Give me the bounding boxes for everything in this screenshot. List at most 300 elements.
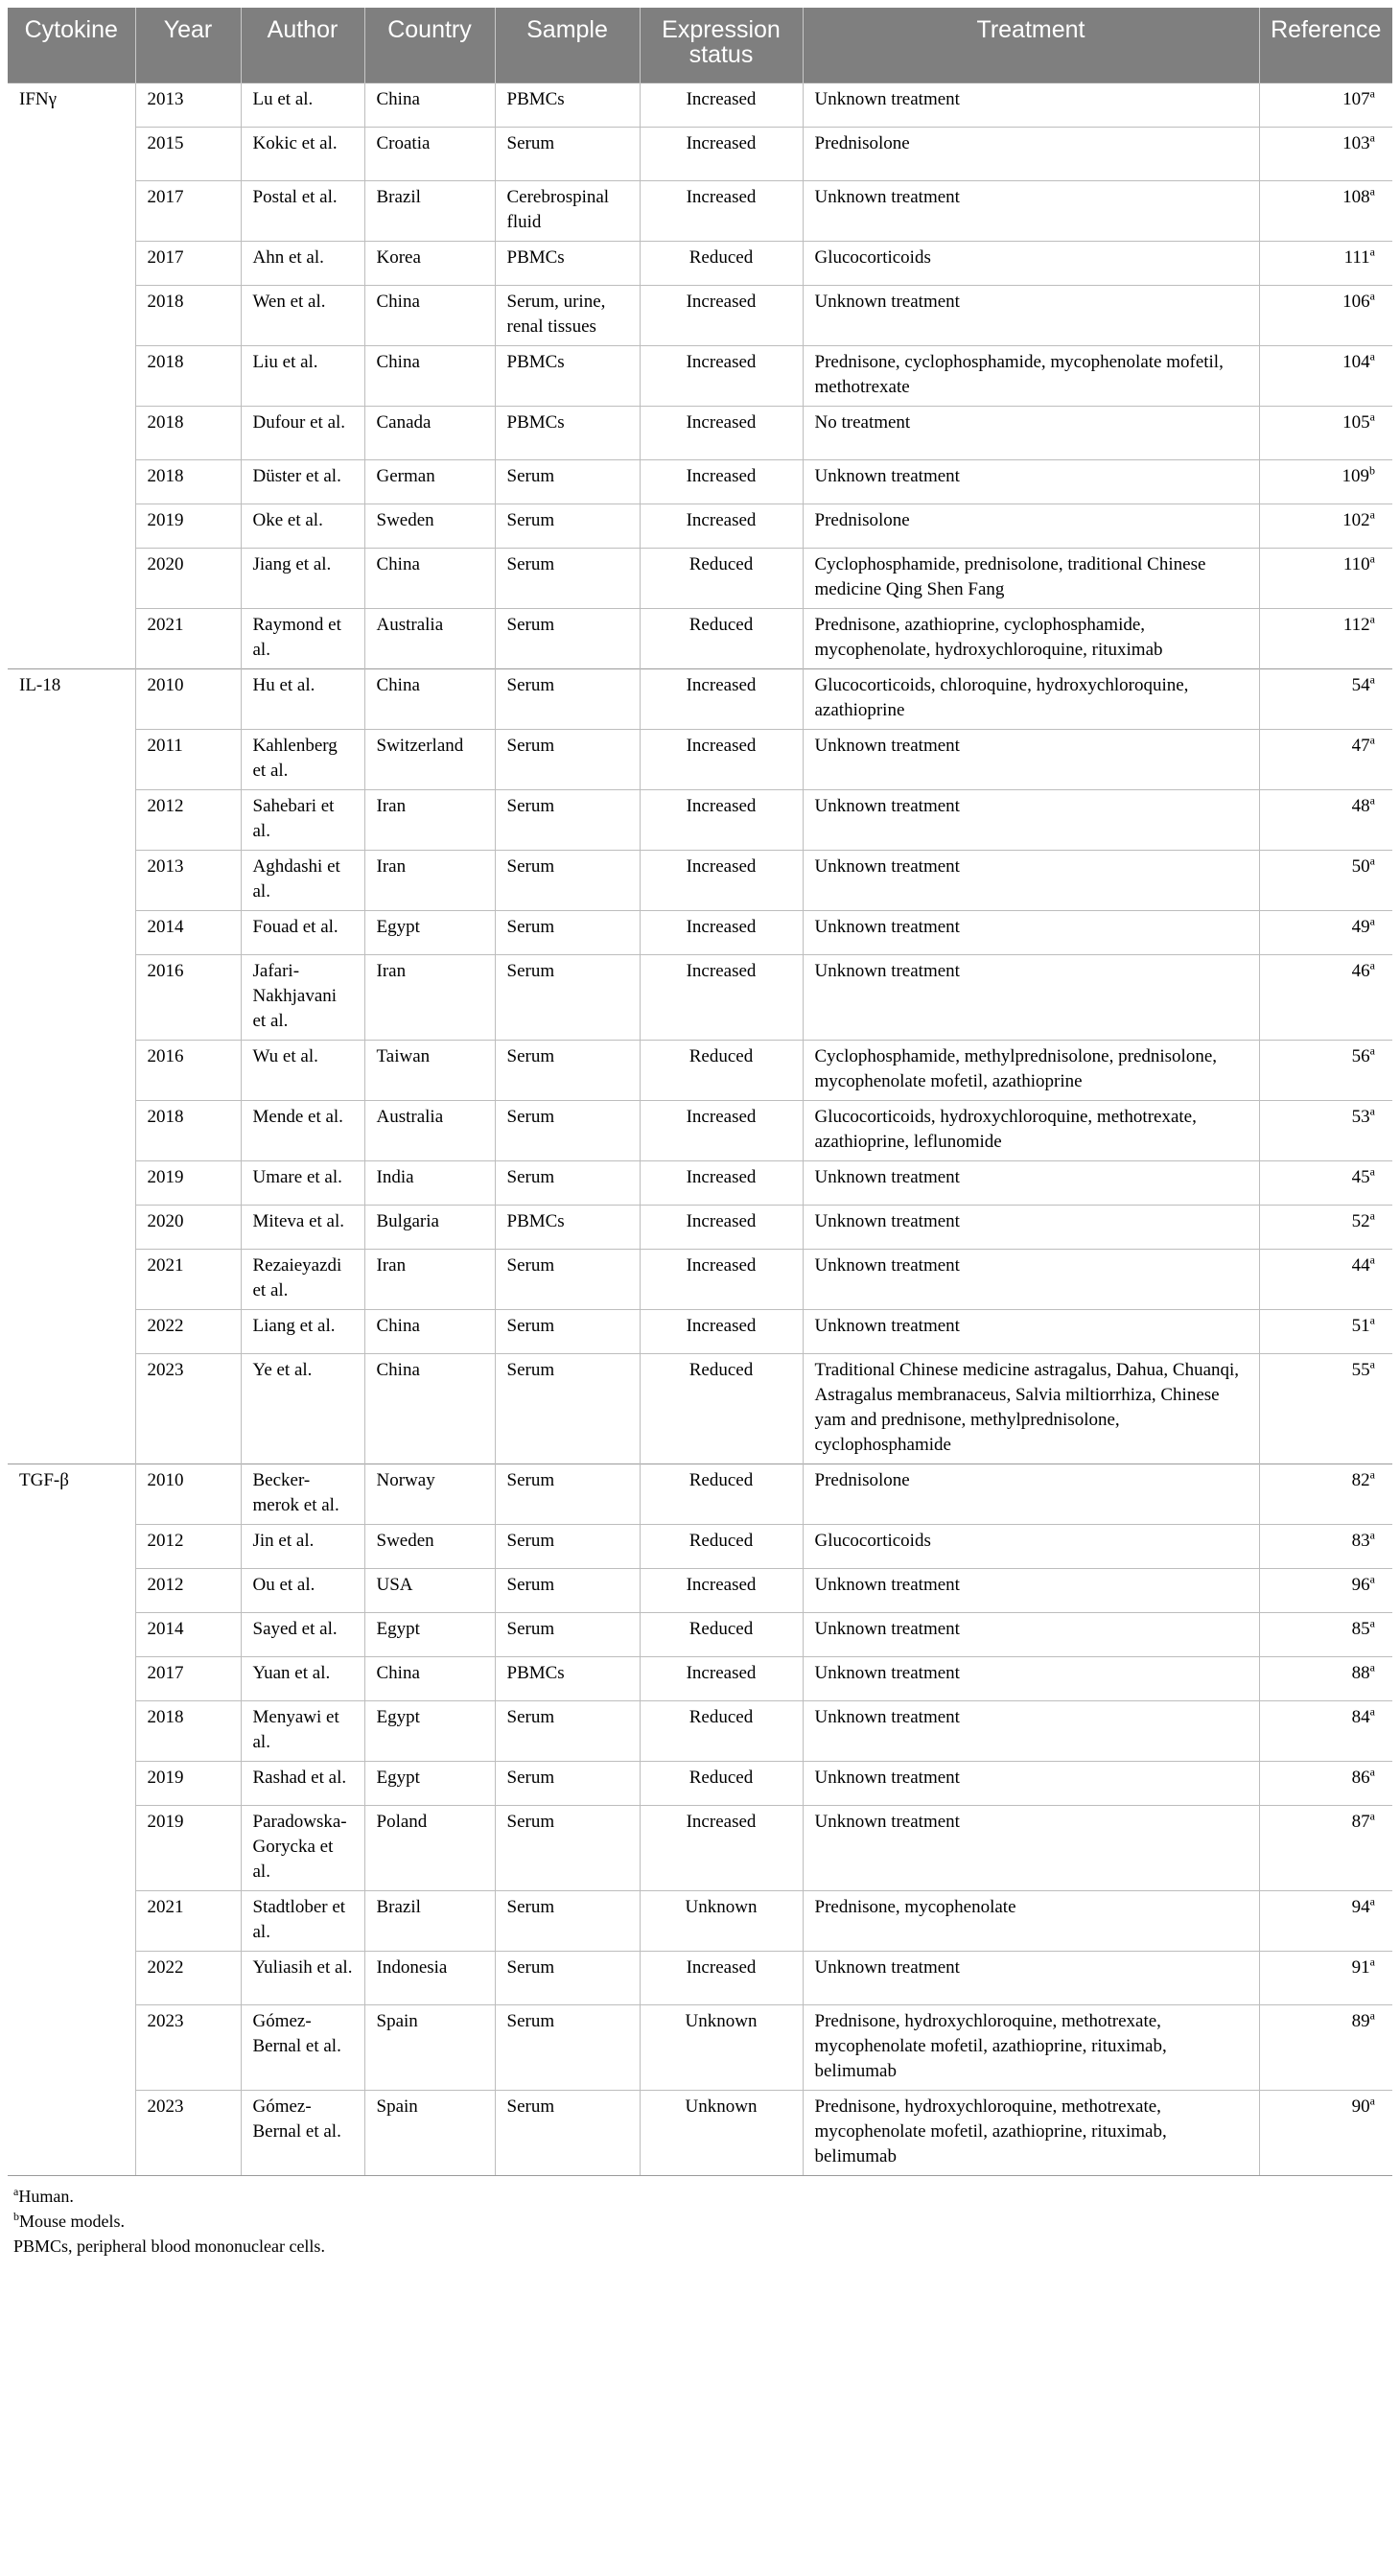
cell-author: Liang et al. [241,1309,364,1353]
cell-year: 2014 [135,1612,241,1656]
cell-reference [1259,608,1392,668]
reference-number: 90 [1351,2096,1370,2117]
cell-author: Liu et al. [241,345,364,406]
cell-cytokine [8,1805,135,1890]
cell-treatment: Glucocorticoids, hydroxychloroquine, methotrexate, azathioprine, leflunomide [803,1100,1259,1160]
cell-country: Iran [364,789,495,850]
cell-sample: Serum [495,1568,640,1612]
cell-expression-status: Reduced [640,1464,803,1524]
cell-expression-status: Reduced [640,241,803,285]
cell-author: Sayed et al. [241,1612,364,1656]
reference-footnote-mark: a [1369,2008,1375,2023]
reference-footnote-mark: a [1369,245,1375,259]
table-row [8,180,1392,241]
cell-country: China [364,1309,495,1353]
reference-number: 102 [1342,509,1370,530]
cell-sample: Serum [495,127,640,180]
reference-number: 89 [1351,2010,1370,2031]
cell-expression-status: Reduced [640,1524,803,1568]
cell-reference [1259,127,1392,180]
cell-reference [1259,1612,1392,1656]
cell-year: 2020 [135,548,241,608]
cell-year: 2018 [135,285,241,345]
cell-reference [1259,503,1392,548]
cell-expression-status: Increased [640,82,803,127]
reference-footnote-mark: a [1369,1208,1375,1223]
cell-reference [1259,1309,1392,1353]
cell-cytokine [8,406,135,459]
cell-sample: Serum [495,1464,640,1524]
cell-sample: Serum [495,459,640,503]
cell-expression-status: Increased [640,1568,803,1612]
reference-footnote-mark: a [1369,1253,1375,1267]
cell-cytokine: IL-18 [8,668,135,729]
cell-country: Egypt [364,910,495,954]
header-year: Year [135,8,241,82]
cell-treatment: Cyclophosphamide, prednisolone, traditional Chinese medicine Qing Shen Fang [803,548,1259,608]
cell-reference [1259,1353,1392,1464]
header-treatment: Treatment [803,8,1259,82]
cell-sample: Serum [495,910,640,954]
cell-cytokine [8,789,135,850]
cell-treatment: Unknown treatment [803,1612,1259,1656]
reference-footnote-mark: a [1369,672,1375,687]
reference-footnote-mark: a [1369,349,1375,363]
footnote [13,2209,1392,2234]
cell-reference [1259,241,1392,285]
cell-year: 2013 [135,850,241,910]
reference-number: 107 [1342,88,1370,109]
reference-number: 84 [1351,1706,1370,1727]
cell-year: 2012 [135,1568,241,1612]
cell-reference [1259,1890,1392,1951]
reference-number: 49 [1351,916,1370,937]
cell-country: Norway [364,1464,495,1524]
table-row [8,1309,1392,1353]
cell-treatment: Unknown treatment [803,1568,1259,1612]
table-row [8,1353,1392,1464]
cell-reference [1259,1700,1392,1761]
cell-sample: Serum [495,1700,640,1761]
cell-reference [1259,1656,1392,1700]
cell-country: Sweden [364,503,495,548]
cell-country: Sweden [364,1524,495,1568]
table-row [8,127,1392,180]
cell-sample: PBMCs [495,406,640,459]
cell-cytokine [8,459,135,503]
cell-reference [1259,1951,1392,2004]
cell-author: Oke et al. [241,503,364,548]
cell-year: 2023 [135,2004,241,2090]
cell-sample: Serum [495,1100,640,1160]
reference-number: 85 [1351,1618,1370,1639]
cell-reference [1259,1100,1392,1160]
reference-number: 103 [1342,132,1370,153]
reference-footnote-mark: a [1369,2094,1375,2108]
cell-reference [1259,285,1392,345]
cell-year: 2019 [135,1761,241,1805]
cell-country: China [364,285,495,345]
cell-cytokine [8,503,135,548]
cell-country: Australia [364,1100,495,1160]
cell-sample: Serum [495,1353,640,1464]
cell-country: China [364,1353,495,1464]
table-row [8,82,1392,127]
cell-author: Sahebari et al. [241,789,364,850]
cell-treatment: Unknown treatment [803,1160,1259,1205]
cytokine-table [8,8,1392,2176]
reference-footnote-mark: a [1369,793,1375,808]
cell-cytokine [8,2004,135,2090]
reference-footnote-mark: a [1369,733,1375,747]
reference-footnote-mark: a [1369,184,1375,199]
table-row [8,548,1392,608]
table-row [8,1890,1392,1951]
cell-author: Yuan et al. [241,1656,364,1700]
reference-footnote-mark: a [1369,130,1375,145]
reference-footnote-mark: a [1369,410,1375,424]
reference-number: 105 [1342,411,1370,433]
cell-treatment: Prednisone, hydroxychloroquine, methotrexate, mycophenolate mofetil, azathioprine, rituximab, belimumab [803,2004,1259,2090]
cell-sample: PBMCs [495,82,640,127]
cell-author: Kahlenberg et al. [241,729,364,789]
cell-treatment: Glucocorticoids, chloroquine, hydroxychloroquine, azathioprine [803,668,1259,729]
cell-sample: PBMCs [495,241,640,285]
cell-cytokine [8,1612,135,1656]
cell-country: Indonesia [364,1951,495,2004]
cell-sample: Serum [495,1612,640,1656]
reference-number: 104 [1342,351,1370,372]
cell-cytokine [8,2090,135,2175]
cell-treatment: Prednisone, mycophenolate [803,1890,1259,1951]
cell-treatment: No treatment [803,406,1259,459]
cell-expression-status: Increased [640,729,803,789]
cell-country: Iran [364,954,495,1040]
reference-footnote-mark: a [1369,854,1375,868]
cell-cytokine [8,1700,135,1761]
cell-sample: Serum [495,729,640,789]
cell-sample: Serum [495,2090,640,2175]
cell-author: Rashad et al. [241,1761,364,1805]
cell-sample: Serum [495,1951,640,2004]
header-country: Country [364,8,495,82]
cell-expression-status: Unknown [640,2004,803,2090]
cell-country: Taiwan [364,1040,495,1100]
cell-year: 2017 [135,1656,241,1700]
reference-number: 86 [1351,1767,1370,1788]
cell-country: China [364,82,495,127]
footnote-mark: b [13,2209,19,2223]
cell-author: Menyawi et al. [241,1700,364,1761]
reference-footnote-mark: a [1369,1894,1375,1909]
cell-year: 2017 [135,241,241,285]
cell-author: Jafari-Nakhjavani et al. [241,954,364,1040]
table-row [8,1160,1392,1205]
reference-footnote-mark: a [1369,1528,1375,1542]
cell-country: Korea [364,241,495,285]
cell-treatment: Prednisone, hydroxychloroquine, methotrexate, mycophenolate mofetil, azathioprine, rituximab, belimumab [803,2090,1259,2175]
cell-reference [1259,406,1392,459]
reference-footnote-mark: a [1369,1104,1375,1118]
cell-reference [1259,1568,1392,1612]
cell-expression-status: Increased [640,1160,803,1205]
cell-cytokine: TGF-β [8,1464,135,1524]
table-row [8,1205,1392,1249]
cell-country: China [364,1656,495,1700]
cell-expression-status: Increased [640,406,803,459]
cell-treatment: Unknown treatment [803,1951,1259,2004]
cell-expression-status: Increased [640,503,803,548]
cell-expression-status: Increased [640,668,803,729]
cell-cytokine [8,1353,135,1464]
header-expression-status: Expression status [640,8,803,82]
cell-reference [1259,910,1392,954]
cell-treatment: Traditional Chinese medicine astragalus, Dahua, Chuanqi, Astragalus membranaceus, Salvia miltiorrhiza, Chinese yam and prednisone, methylprednisolone, cyclophosphamide [803,1353,1259,1464]
cell-sample: Serum [495,1890,640,1951]
reference-footnote-mark: a [1369,289,1375,303]
cell-country: Poland [364,1805,495,1890]
reference-footnote-mark: a [1369,1043,1375,1058]
footnote [13,2234,1392,2259]
reference-footnote-mark: a [1369,507,1375,522]
cell-reference [1259,850,1392,910]
cell-country: Brazil [364,180,495,241]
cell-treatment: Unknown treatment [803,729,1259,789]
reference-number: 53 [1351,1106,1370,1127]
reference-number: 51 [1351,1315,1370,1336]
cell-author: Paradowska-Gorycka et al. [241,1805,364,1890]
table-row [8,789,1392,850]
table-row [8,1249,1392,1309]
document [8,8,1392,2259]
footnotes [8,2184,1392,2259]
footnote-text: Mouse models. [19,2211,125,2231]
cell-expression-status: Increased [640,1309,803,1353]
cell-treatment: Unknown treatment [803,180,1259,241]
cell-treatment: Unknown treatment [803,789,1259,850]
cell-year: 2018 [135,1100,241,1160]
cell-country: China [364,668,495,729]
cell-author: Umare et al. [241,1160,364,1205]
cell-sample: Serum [495,2004,640,2090]
cell-expression-status: Increased [640,789,803,850]
cell-author: Ye et al. [241,1353,364,1464]
cell-year: 2018 [135,459,241,503]
cell-reference [1259,1205,1392,1249]
cell-country: Bulgaria [364,1205,495,1249]
cell-cytokine [8,1656,135,1700]
cell-author: Ou et al. [241,1568,364,1612]
header-reference: Reference [1259,8,1392,82]
cell-author: Kokic et al. [241,127,364,180]
cell-sample: Serum [495,1249,640,1309]
cell-country: Egypt [364,1761,495,1805]
cell-treatment: Unknown treatment [803,459,1259,503]
cell-cytokine [8,345,135,406]
cell-year: 2022 [135,1951,241,2004]
cell-cytokine [8,1100,135,1160]
cell-year: 2015 [135,127,241,180]
cell-year: 2013 [135,82,241,127]
reference-number: 56 [1351,1045,1370,1066]
reference-number: 83 [1351,1530,1370,1551]
reference-number: 47 [1351,735,1370,756]
table-row [8,1656,1392,1700]
cell-cytokine [8,729,135,789]
cell-sample: PBMCs [495,1205,640,1249]
cell-treatment: Unknown treatment [803,1205,1259,1249]
cell-sample: Serum [495,608,640,668]
cell-cytokine [8,285,135,345]
cell-year: 2018 [135,406,241,459]
cell-author: Becker-merok et al. [241,1464,364,1524]
table-body [8,82,1392,2175]
footnote-text: PBMCs, peripheral blood mononuclear cells. [13,2236,325,2256]
reference-number: 45 [1351,1166,1370,1187]
table-row [8,608,1392,668]
cell-treatment: Unknown treatment [803,285,1259,345]
cell-expression-status: Increased [640,285,803,345]
reference-number: 88 [1351,1662,1370,1683]
cell-expression-status: Increased [640,954,803,1040]
cell-year: 2010 [135,668,241,729]
cell-author: Gómez-Bernal et al. [241,2090,364,2175]
cell-author: Wen et al. [241,285,364,345]
table-row [8,241,1392,285]
cell-cytokine [8,1040,135,1100]
cell-expression-status: Increased [640,1805,803,1890]
reference-footnote-mark: a [1369,1616,1375,1630]
cell-reference [1259,668,1392,729]
cell-cytokine [8,1568,135,1612]
cell-reference [1259,1040,1392,1100]
reference-number: 46 [1351,960,1370,981]
cell-year: 2023 [135,1353,241,1464]
cell-year: 2019 [135,1805,241,1890]
cell-treatment: Unknown treatment [803,1249,1259,1309]
cell-country: China [364,345,495,406]
cell-year: 2011 [135,729,241,789]
cell-country: China [364,548,495,608]
cell-year: 2018 [135,1700,241,1761]
cell-country: Iran [364,1249,495,1309]
cell-sample: Serum, urine, renal tissues [495,285,640,345]
reference-number: 44 [1351,1254,1370,1276]
cell-expression-status: Increased [640,1951,803,2004]
cell-cytokine [8,1249,135,1309]
header-sample: Sample [495,8,640,82]
table-row [8,668,1392,729]
cell-year: 2016 [135,954,241,1040]
cell-sample: Serum [495,548,640,608]
cell-cytokine [8,910,135,954]
reference-footnote-mark: a [1369,1955,1375,1969]
cell-treatment: Unknown treatment [803,954,1259,1040]
cell-year: 2021 [135,608,241,668]
cell-year: 2019 [135,503,241,548]
cell-cytokine [8,1890,135,1951]
cell-treatment: Prednisone, azathioprine, cyclophosphamide, mycophenolate, hydroxychloroquine, rituximab [803,608,1259,668]
cell-cytokine [8,180,135,241]
cell-treatment: Prednisolone [803,127,1259,180]
cell-expression-status: Increased [640,1656,803,1700]
table-row [8,345,1392,406]
table-row [8,406,1392,459]
cell-expression-status: Increased [640,345,803,406]
cell-cytokine [8,850,135,910]
cell-country: Spain [364,2004,495,2090]
reference-number: 108 [1342,186,1370,207]
cell-country: Egypt [364,1700,495,1761]
reference-number: 96 [1351,1574,1370,1595]
cell-year: 2021 [135,1249,241,1309]
reference-footnote-mark: b [1369,463,1375,478]
reference-footnote-mark: a [1369,1660,1375,1674]
cell-treatment: Cyclophosphamide, methylprednisolone, prednisolone, mycophenolate mofetil, azathioprine [803,1040,1259,1100]
cell-year: 2016 [135,1040,241,1100]
cell-country: Iran [364,850,495,910]
cell-year: 2010 [135,1464,241,1524]
cell-treatment: Glucocorticoids [803,1524,1259,1568]
reference-footnote-mark: a [1369,1357,1375,1371]
reference-footnote-mark: a [1369,612,1375,626]
cell-expression-status: Reduced [640,1353,803,1464]
reference-footnote-mark: a [1369,86,1375,101]
cell-expression-status: Unknown [640,2090,803,2175]
cell-cytokine [8,1160,135,1205]
footnote [13,2184,1392,2209]
cell-country: German [364,459,495,503]
cell-author: Jin et al. [241,1524,364,1568]
cell-author: Miteva et al. [241,1205,364,1249]
cell-country: Brazil [364,1890,495,1951]
cell-cytokine [8,1205,135,1249]
cell-country: Croatia [364,127,495,180]
cell-country: India [364,1160,495,1205]
reference-footnote-mark: a [1369,551,1375,566]
table-row [8,729,1392,789]
cell-treatment: Prednisolone [803,1464,1259,1524]
cell-reference [1259,345,1392,406]
reference-number: 91 [1351,1956,1370,1978]
cell-author: Fouad et al. [241,910,364,954]
cell-year: 2018 [135,345,241,406]
cell-country: Egypt [364,1612,495,1656]
cell-expression-status: Reduced [640,1040,803,1100]
reference-number: 111 [1343,246,1370,268]
reference-number: 50 [1351,855,1370,877]
cell-treatment: Unknown treatment [803,1805,1259,1890]
header-author: Author [241,8,364,82]
reference-number: 106 [1342,291,1370,312]
cell-cytokine [8,608,135,668]
table-row [8,1700,1392,1761]
table-row [8,1464,1392,1524]
cell-expression-status: Reduced [640,1612,803,1656]
cell-sample: Serum [495,1160,640,1205]
cell-sample: Serum [495,954,640,1040]
table-row [8,2004,1392,2090]
cell-sample: Cerebrospinal fluid [495,180,640,241]
cell-expression-status: Increased [640,1205,803,1249]
cell-author: Jiang et al. [241,548,364,608]
cell-treatment: Unknown treatment [803,82,1259,127]
cell-expression-status: Reduced [640,1761,803,1805]
cell-treatment: Unknown treatment [803,1700,1259,1761]
reference-number: 52 [1351,1210,1370,1231]
cell-cytokine [8,1951,135,2004]
cell-cytokine [8,1309,135,1353]
